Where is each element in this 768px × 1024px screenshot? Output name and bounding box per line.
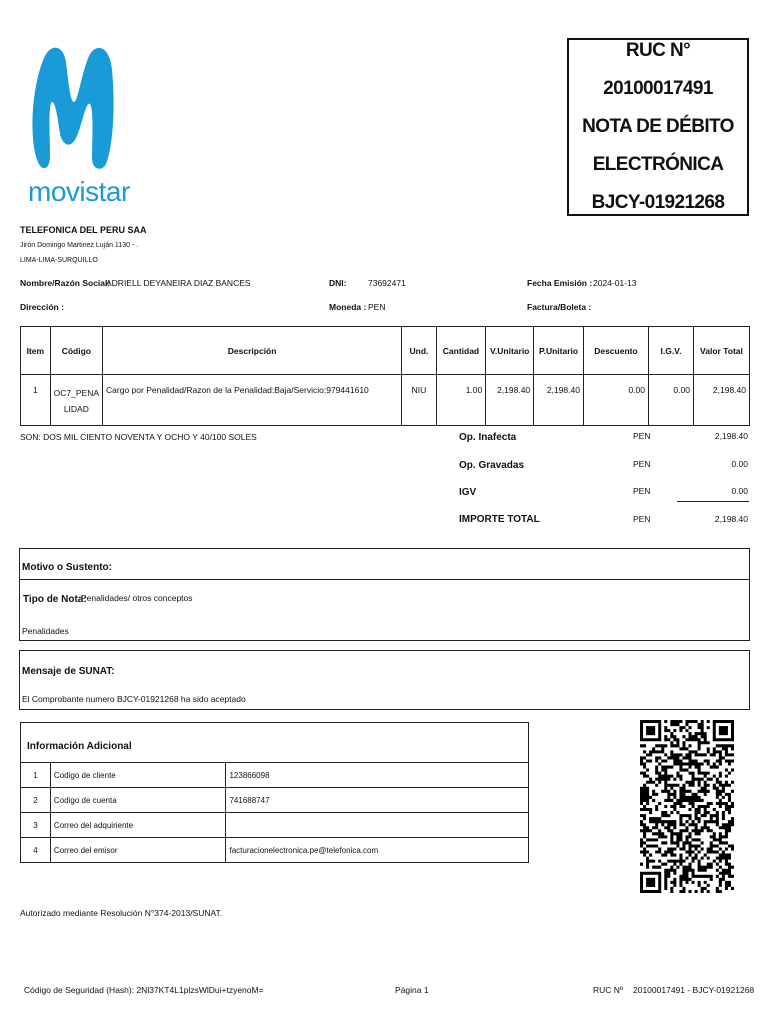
info-row-value: facturacionelectronica.pe@telefonica.com (226, 838, 529, 863)
header-unit: Und. (402, 327, 436, 375)
cell-unit-price: 2,198.40 (534, 375, 584, 426)
table-row (21, 375, 750, 426)
total-op-gravadas-label: Op. Gravadas (459, 460, 525, 471)
items-table-header-row (21, 327, 750, 375)
document-number: BJCY-01921268 (591, 192, 725, 213)
cell-item: 1 (21, 375, 51, 426)
motivo-divider (20, 579, 749, 580)
table-row (21, 763, 529, 788)
table-row (21, 838, 529, 863)
additional-info-table (20, 762, 529, 863)
motivo-title: Motivo o Sustento: (22, 562, 112, 573)
header-item: Item (21, 327, 51, 375)
total-op-gravadas-currency: PEN (633, 459, 651, 469)
issue-date-label: Fecha Emisión : (527, 278, 593, 288)
cell-igv: 0.00 (649, 375, 694, 426)
qr-code-icon (640, 720, 734, 893)
document-header-box (567, 38, 749, 216)
total-igv-currency: PEN (633, 486, 651, 496)
cell-code-line2: LIDAD (63, 404, 89, 414)
issue-date-value: 2024-01-13 (593, 278, 637, 288)
cell-description: Cargo por Penalidad/Razon de la Penalidad:Baja/Servicio:979441610 (103, 375, 402, 426)
authorization-text: Autorizado mediante Resolución N°374-2013/SUNAT. (20, 908, 223, 918)
header-unit-price: P.Unitario (534, 327, 584, 375)
cell-quantity: 1.00 (436, 375, 486, 426)
info-row-number: 4 (21, 838, 51, 863)
dni-value: 73692471 (368, 278, 406, 288)
total-igv-label: IGV (459, 487, 477, 498)
total-amount-value: 2,198.40 (714, 514, 748, 524)
total-op-gravadas-value: 0.00 (731, 459, 748, 469)
additional-info-title: Información Adicional (27, 741, 132, 752)
info-row-number: 1 (21, 763, 51, 788)
customer-name-value: ADRIELL DEYANEIRA DIAZ BANCES (106, 278, 251, 288)
sunat-message-box (19, 650, 750, 710)
header-total: Valor Total (693, 327, 749, 375)
ruc-number: RUC N° 20100017491 (603, 40, 713, 99)
total-amount-label: IMPORTE TOTAL (459, 514, 540, 525)
items-table (20, 326, 750, 426)
cell-unit-value: 2,198.40 (486, 375, 534, 426)
total-op-inafecta-value: 2,198.40 (714, 431, 748, 441)
invoice-label: Factura/Boleta : (527, 302, 592, 312)
header-discount: Descuento (583, 327, 648, 375)
motivo-box (19, 548, 750, 641)
company-address-line2: LIMA-LIMA-SURQUILLO (20, 257, 98, 264)
total-op-inafecta-currency: PEN (633, 431, 651, 441)
footer-ruc-label: RUC Nº (593, 985, 624, 995)
address-label: Dirección : (20, 302, 64, 312)
dni-label: DNI: (329, 278, 347, 288)
info-row-label: Codigo de cuenta (50, 788, 226, 813)
security-hash: Código de Seguridad (Hash): 2Nl37KT4L1plzsWlDui+tzyenoM= (24, 985, 264, 995)
cell-code (50, 375, 102, 426)
company-address-line1: Jirón Domingo Martinez Luján 1130 - . (20, 242, 139, 249)
table-row (21, 788, 529, 813)
amount-in-words: SON: DOS MIL CIENTO NOVENTA Y OCHO Y 40/100 SOLES (20, 432, 257, 442)
total-amount-currency: PEN (633, 514, 651, 524)
document-type-line2: ELECTRÓNICA (592, 154, 724, 175)
currency-label: Moneda : (329, 302, 367, 312)
info-row-label: Correo del adquiriente (50, 813, 226, 838)
info-row-label: Correo del emisor (50, 838, 226, 863)
table-row (21, 813, 529, 838)
header-igv: I.G.V. (649, 327, 694, 375)
cell-code-line1: OC7_PENA (53, 388, 100, 398)
info-row-number: 2 (21, 788, 51, 813)
info-row-value: 741688747 (226, 788, 529, 813)
header-description: Descripción (103, 327, 402, 375)
total-op-inafecta-label: Op. Inafecta (459, 432, 517, 443)
info-row-value: 123866098 (226, 763, 529, 788)
note-type-label: Tipo de Nota: (23, 594, 87, 605)
motivo-detail: Penalidades (22, 626, 69, 636)
total-igv-value: 0.00 (731, 486, 748, 496)
customer-name-label: Nombre/Razón Social: (20, 278, 111, 288)
sunat-message: El Comprobante numero BJCY-01921268 ha sido aceptado (22, 694, 246, 704)
totals-divider (677, 501, 749, 502)
note-type-value: Penalidades/ otros conceptos (81, 593, 193, 603)
info-row-value (226, 813, 529, 838)
header-unit-value: V.Unitario (486, 327, 534, 375)
document-type-line1: NOTA DE DÉBITO (582, 116, 734, 137)
cell-discount: 0.00 (583, 375, 648, 426)
company-name: TELEFONICA DEL PERU SAA (20, 225, 147, 235)
page-number: Página 1 (395, 985, 429, 995)
header-code: Código (50, 327, 102, 375)
sunat-title: Mensaje de SUNAT: (22, 666, 115, 677)
additional-info-header (20, 722, 529, 763)
cell-total: 2,198.40 (693, 375, 749, 426)
logo-wordmark: movistar (28, 176, 130, 207)
cell-unit: NIU (402, 375, 436, 426)
info-row-number: 3 (21, 813, 51, 838)
info-row-label: Codigo de cliente (50, 763, 226, 788)
footer-ruc-value: 20100017491 - BJCY-01921268 (633, 985, 755, 995)
currency-value: PEN (368, 302, 386, 312)
header-quantity: Cantidad (436, 327, 486, 375)
